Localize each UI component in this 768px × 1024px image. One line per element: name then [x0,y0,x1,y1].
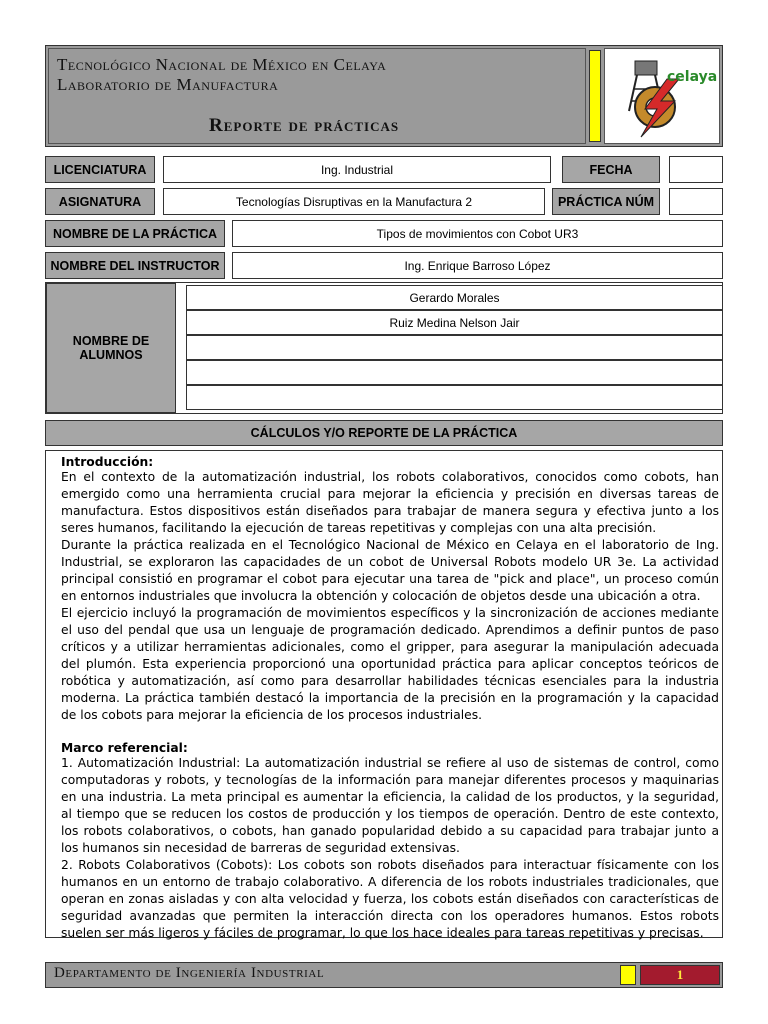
student-row: Ruiz Medina Nelson Jair [186,310,723,335]
practica-num-value [669,188,723,215]
asignatura-label: ASIGNATURA [45,188,155,215]
student-row: Gerardo Morales [186,285,723,310]
instructor-label: NOMBRE DEL INSTRUCTOR [45,252,225,279]
section-heading: CÁLCULOS Y/O REPORTE DE LA PRÁCTICA [45,420,723,446]
page-number: 1 [640,965,720,985]
celaya-logo-icon [605,49,719,143]
nombre-practica-label: NOMBRE DE LA PRÁCTICA [45,220,225,247]
footer-yellow-box [620,965,636,985]
report-title: Reporte de prácticas [209,115,400,136]
alumnos-label: NOMBRE DE ALUMNOS [46,283,176,413]
lab-name: Laboratorio de Manufactura [57,75,279,94]
students-list [186,283,723,413]
department-name: Departamento de Ingeniería Industrial [54,965,325,981]
nombre-practica-value: Tipos de movimientos con Cobot UR3 [232,220,723,247]
student-row [186,360,723,385]
practica-num-label: PRÁCTICA NÚM [552,188,660,215]
intro-paragraph: En el contexto de la automatización industrial, los robots colaborativos, conocidos como cobots, han emergido como una herramienta crucial para mejorar la eficiencia y precisión en diversas tareas de manufactura. Estos dispositivos están diseñados para trabajar de manera segura y efectiva junto a los seres humanos, facilitando la ejecución de tareas repetitivas y complejas con una alta precisión. [61,470,719,535]
licenciatura-value: Ing. Industrial [163,156,551,183]
marco-paragraph: 2. Robots Colaborativos (Cobots): Los cobots son robots diseñados para interactuar físicamente con los humanos en un entorno de trabajo colaborativo. A diferencia de los robots industriales tradicionales, que operan en zonas aisladas y con alta velocidad y fuerza, los cobots están diseñados con características de seguridad avanzadas que permiten la interacción directa con los operadores humanos. Estos robots suelen ser más ligeros y fáciles de programar, lo que los hace ideales para tareas repetitivas y precisas. [61,858,719,940]
students-block [45,282,723,414]
header-yellow-bar [589,50,601,142]
header-title-block [48,48,586,144]
intro-heading: Introducción: [61,455,154,469]
institution-name: Tecnológico Nacional de México en Celaya [57,55,387,74]
institution-logo [604,48,720,144]
report-body [45,450,723,938]
intro-paragraph: Durante la práctica realizada en el Tecnológico Nacional de México en Celaya en el laboratorio de Ing. Industrial, se exploraron las capacidades de un cobot de Universal Robots modelo UR 3e. La actividad principal consistió en programar el cobot para ejecutar una tarea de "pick and place", un proceso común en entornos industriales que involucra la obtención y colocación de objetos desde una ubicación a otra. [61,538,719,603]
licenciatura-label: LICENCIATURA [45,156,155,183]
asignatura-value: Tecnologías Disruptivas en la Manufactura 2 [163,188,545,215]
fecha-value [669,156,723,183]
fecha-label: FECHA [562,156,660,183]
logo-text: celaya [667,69,718,85]
intro-paragraph: El ejercicio incluyó la programación de movimientos específicos y la sincronización de acciones mediante el uso del pendal que usa un lenguaje de programación dedicado. Aprendimos a definir puntos de paso críticos y a utilizar herramientas adicionales, como el gripper, para asegurar la manipulación adecuada del plumón. Esta experiencia proporcionó una oportunidad práctica para aplicar conceptos teóricos de robótica y automatización, así como para desarrollar habilidades técnicas esenciales para la industria moderna. La práctica también destacó la importancia de la precisión en la programación y la capacidad de los cobots para mejorar la eficiencia de los procesos industriales. [61,606,719,722]
marco-paragraph: 1. Automatización Industrial: La automatización industrial se refiere al uso de sistemas de control, como computadoras y robots, y tecnologías de la información para manejar diferentes procesos y maquinarias en una industria. La meta principal es aumentar la eficiencia, la calidad de los productos, y la seguridad, al tiempo que se reducen los costos de producción y los tiempos de operación. Dentro de este contexto, los robots colaborativos, o cobots, han ganado popularidad debido a su capacidad para trabajar junto a los humanos sin necesidad de barreras de seguridad extensivas. [61,756,719,855]
student-row [186,335,723,360]
marco-heading: Marco referencial: [61,741,188,755]
instructor-value: Ing. Enrique Barroso López [232,252,723,279]
student-row [186,385,723,410]
